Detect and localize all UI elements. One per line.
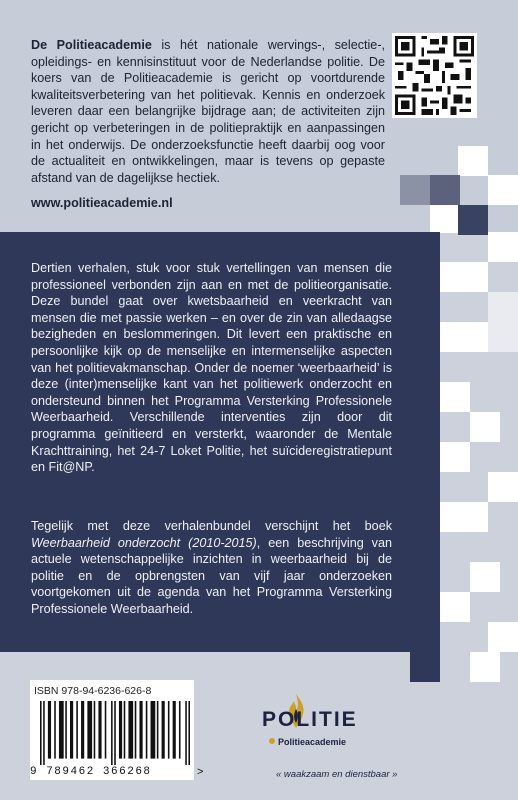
intro-name: De Politieacademie <box>31 38 152 52</box>
isbn: ISBN 978-94-6236-626-8 <box>34 685 152 697</box>
barcode-arrow: > <box>197 766 204 778</box>
paragraph2-title: Weerbaarheid onderzocht (2010-2015) <box>31 535 257 550</box>
intro-paragraph <box>31 37 385 186</box>
politie-logo: POLITIE <box>262 708 358 731</box>
paragraph2-before: Tegelijk met deze verhalenbundel verschijnt het boek <box>31 519 392 533</box>
slogan: « waakzaam en dienstbaar » <box>276 769 398 780</box>
barcode-digits: 9 789462 366268 <box>30 766 152 778</box>
intro-text: is hét nationale wervings-, selectie-, opleidings- en kennisinstituut voor de Nederlandse politie. De koers van de Politieacademie is gericht op voortdurende kwaliteitsverbetering van het politievak. Kennis en onderzoek leveren daar een belangrijke bijdrage aan; de activiteiten zijn gericht op verbeteringen in de politiepraktijk en aanpassingen in het onderwijs. De onderzoeksfunctie heeft daarbij oog voor de actualiteit en ontwikkelingen, maar is tevens op gepaste afstand van de dagelijkse hectiek. <box>31 38 386 185</box>
logo-dot <box>269 738 275 744</box>
body-paragraph-1: Dertien verhalen, stuk voor stuk vertellingen van mensen die professioneel verbonden zijn aan en met de politieorganisatie. Deze bundel gaat over kwetsbaarheid en veerkracht van mensen die met passie werken – en over de zin van alledaagse bezigheden en beslommeringen. Dit levert een praktische en persoonlijke kijk op de menselijke en intermenselijke aspecten van het politievakmanschap. Onder de noemer ‘weerbaarheid’ is deze (inter)menselijke kant van het politiewerk onderzocht en ondersteund binnen het Programma Versterking Professionele Weerbaarheid. Verschillende interventies zijn door dit programma geïnitieerd en versterkt, waaronder de Mentale Krachttraining, het 24-7 Loket Politie, het suïcideregistratiepunt en Fit@NP. <box>31 261 392 475</box>
logo-subtitle: Politieacademie <box>278 737 347 747</box>
paragraph2-after: , een beschrijving van actuele wetenschappelijke inzichten in weerbaarheid bij de politie en de opbrengsten van vijf jaar onderzoeken voortgekomen uit de agenda van het Programma Versterking Professionele Weerbaarheid. <box>31 535 392 616</box>
body-paragraph-2 <box>31 518 392 618</box>
barcode <box>40 701 190 765</box>
qr-code <box>392 33 477 118</box>
website-link[interactable]: www.politieacademie.nl <box>31 196 173 210</box>
